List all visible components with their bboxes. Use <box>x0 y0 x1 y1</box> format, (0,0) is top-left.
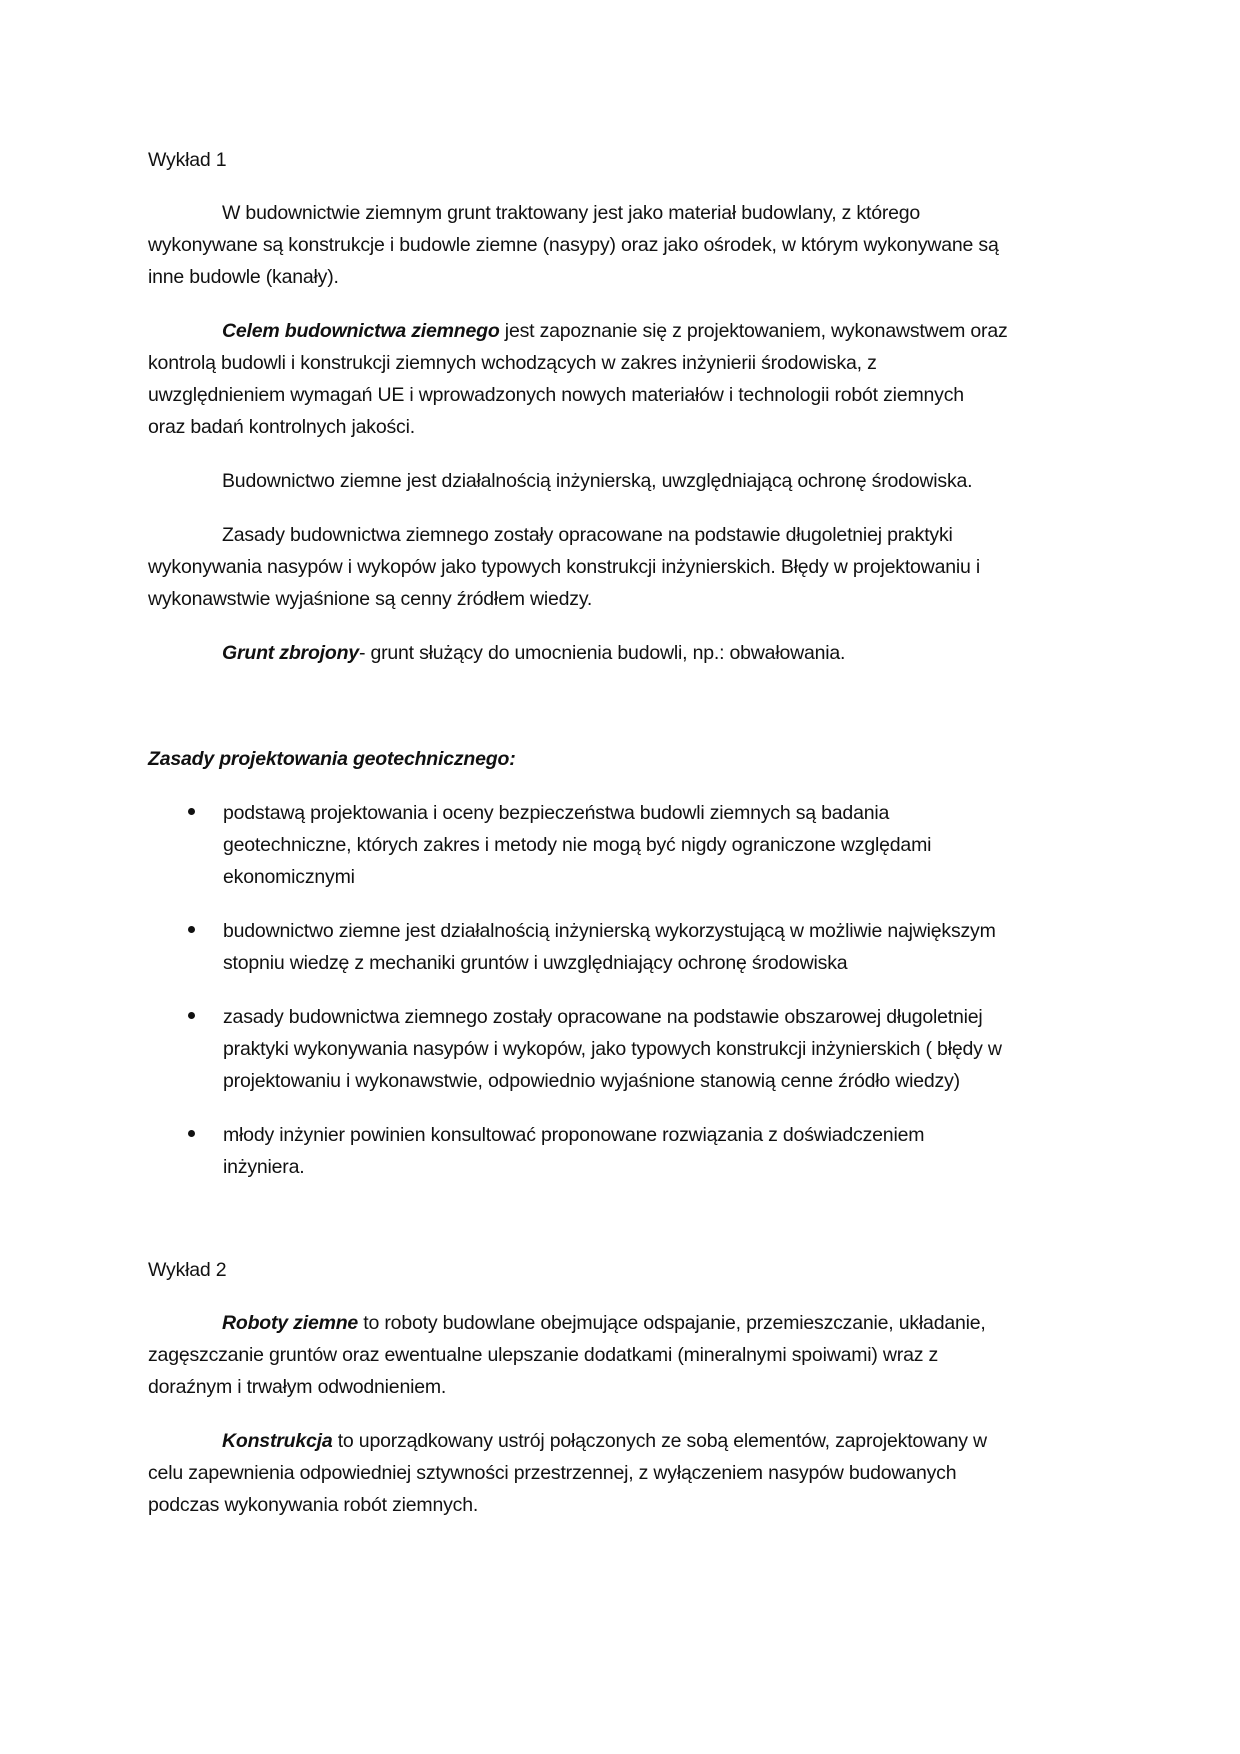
bullet-4-line-2: inżyniera. <box>223 1156 305 1178</box>
lecture-1-p2-line-3: uwzględnieniem wymagań UE i wprowadzonych nowych materiałów i technologii robót ziemnych <box>148 384 964 406</box>
term-konstrukcja: Konstrukcja <box>222 1430 333 1452</box>
bullet-4-line-1: młody inżynier powinien konsultować proponowane rozwiązania z doświadczeniem <box>223 1124 925 1146</box>
bullet-2-dot <box>188 926 195 933</box>
term-celem-budownictwa: Celem budownictwa ziemnego <box>222 320 500 342</box>
bullet-1-line-1: podstawą projektowania i oceny bezpieczeństwa budowli ziemnych są badania <box>223 802 890 824</box>
lecture-2-p1-line-1 <box>222 1307 986 1339</box>
lecture-2-p1-line-2: zagęszczanie gruntów oraz ewentualne ulepszanie dodatkami (mineralnymi spoiwami) wraz z <box>148 1344 939 1366</box>
lecture-1-p2-line-1 <box>222 315 1008 347</box>
lecture-1-p4-line-1: Zasady budownictwa ziemnego zostały opracowane na podstawie długoletniej praktyki <box>222 524 953 546</box>
bullet-1-line-2: geotechniczne, których zakres i metody nie mogą być nigdy ograniczone względami <box>223 834 932 856</box>
lecture-2-p2-line-1 <box>222 1425 987 1457</box>
lecture-1-p1-line-1: W budownictwie ziemnym grunt traktowany jest jako materiał budowlany, z którego <box>222 202 921 224</box>
bullet-1-dot <box>188 808 195 815</box>
lecture-2-heading: Wykład 2 <box>148 1259 227 1281</box>
lecture-1-p2-line-1-text: jest zapoznanie się z projektowaniem, wykonawstwem oraz <box>499 320 1008 342</box>
term-roboty-ziemne: Roboty ziemne <box>222 1312 359 1334</box>
term-grunt-zbrojony: Grunt zbrojony <box>222 642 359 664</box>
lecture-1-p3: Budownictwo ziemne jest działalnością inżynierską, uwzględniającą ochronę środowiska. <box>222 470 973 492</box>
lecture-2-p1-line-3: doraźnym i trwałym odwodnieniem. <box>148 1376 447 1398</box>
bullet-3-dot <box>188 1012 195 1019</box>
lecture-1-p5-text: - grunt służący do umocnienia budowli, np.: obwałowania. <box>358 642 846 664</box>
lecture-1-p1-line-2: wykonywane są konstrukcje i budowle ziemne (nasypy) oraz jako ośrodek, w którym wykonywane są <box>148 234 999 256</box>
bullet-3-line-2: praktyki wykonywania nasypów i wykopów, jako typowych konstrukcji inżynierskich ( błędy w <box>223 1038 1002 1060</box>
bullet-2-line-2: stopniu wiedzę z mechaniki gruntów i uwzględniający ochronę środowiska <box>223 952 848 974</box>
principles-heading: Zasady projektowania geotechnicznego: <box>148 748 516 770</box>
lecture-2-p2-line-3: podczas wykonywania robót ziemnych. <box>148 1494 479 1516</box>
lecture-1-p1-line-3: inne budowle (kanały). <box>148 266 339 288</box>
bullet-3-line-1: zasady budownictwa ziemnego zostały opracowane na podstawie obszarowej długoletniej <box>223 1006 983 1028</box>
lecture-1-p5 <box>222 637 845 669</box>
lecture-2-p2-line-1-text: to uporządkowany ustrój połączonych ze sobą elementów, zaprojektowany w <box>332 1430 987 1452</box>
lecture-2-p1-line-1-text: to roboty budowlane obejmujące odspajanie, przemieszczanie, układanie, <box>358 1312 986 1334</box>
lecture-1-p4-line-3: wykonawstwie wyjaśnione są cenny źródłem wiedzy. <box>148 588 593 610</box>
lecture-1-heading: Wykład 1 <box>148 149 227 171</box>
lecture-1-p4-line-2: wykonywania nasypów i wykopów jako typowych konstrukcji inżynierskich. Błędy w projektowaniu i <box>148 556 980 578</box>
bullet-3-line-3: projektowaniu i wykonawstwie, odpowiednio wyjaśnione stanowią cenne źródło wiedzy) <box>223 1070 960 1092</box>
lecture-1-p2-line-2: kontrolą budowli i konstrukcji ziemnych wchodzących w zakres inżynierii środowiska, z <box>148 352 877 374</box>
bullet-1-line-3: ekonomicznymi <box>223 866 355 888</box>
bullet-2-line-1: budownictwo ziemne jest działalnością inżynierską wykorzystującą w możliwie największym <box>223 920 996 942</box>
bullet-4-dot <box>188 1130 195 1137</box>
lecture-1-p2-line-4: oraz badań kontrolnych jakości. <box>148 416 415 438</box>
lecture-2-p2-line-2: celu zapewnienia odpowiedniej sztywności przestrzennej, z wyłączeniem nasypów budowanych <box>148 1462 957 1484</box>
